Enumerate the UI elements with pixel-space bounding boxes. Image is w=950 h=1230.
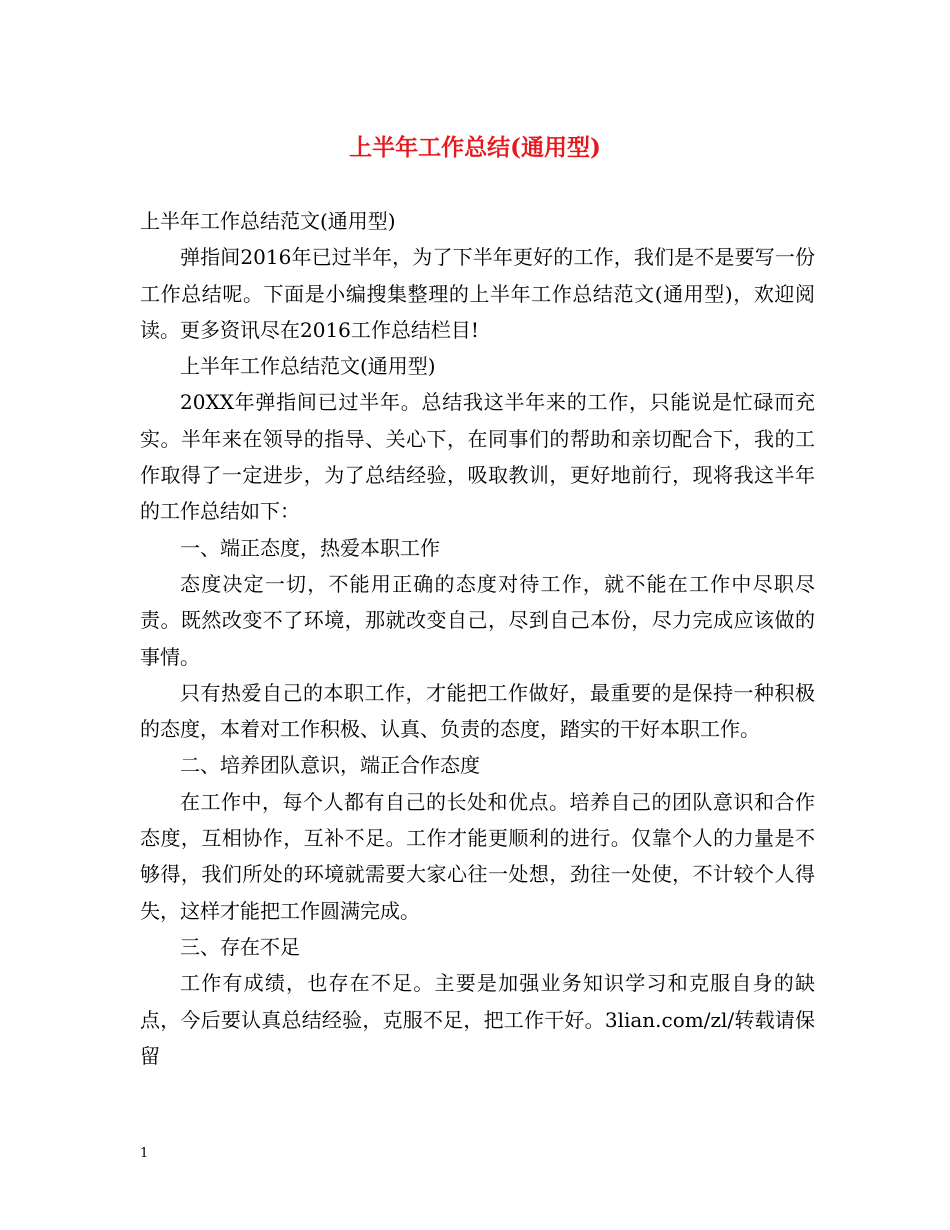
section-heading-main: 上半年工作总结范文(通用型) [180, 354, 436, 379]
section-1-paragraph-1: 态度决定一切，不能用正确的态度对待工作，就不能在工作中尽职尽责。既然改变不了环境，那就改变自己，尽到自己本份，尽力完成应该做的事情。 [140, 571, 815, 669]
intro-paragraph: 弹指间2016年已过半年，为了下半年更好的工作，我们是不是要写一份工作总结呢。下面是小编搜集整理的上半年工作总结范文(通用型)，欢迎阅读。更多资讯尽在2016工作总结栏目! [140, 245, 815, 342]
opening-paragraph: 20XX年弹指间已过半年。总结我这半年来的工作，只能说是忙碌而充实。半年来在领导的指导、关心下，在同事们的帮助和亲切配合下，我的工作取得了一定进步，为了总结经验，吸取教训，更好地前行，现将我这半年的工作总结如下： [140, 390, 815, 524]
document-title: 上半年工作总结(通用型) [349, 134, 601, 161]
page-number: 1 [140, 1146, 149, 1161]
section-heading-1: 一、端正态度，热爱本职工作 [180, 535, 440, 560]
subtitle-paragraph: 上半年工作总结范文(通用型) [140, 209, 396, 233]
section-heading-2: 二、培养团队意识，端正合作态度 [180, 753, 480, 778]
document-body [140, 203, 815, 1074]
section-1-paragraph-2: 只有热爱自己的本职工作，才能把工作做好，最重要的是保持一种积极的态度，本着对工作积极、认真、负责的态度，踏实的干好本职工作。 [140, 680, 815, 742]
section-3-paragraph: 工作有成绩，也存在不足。主要是加强业务知识学习和克服自身的缺点，今后要认真总结经验，克服不足，把工作干好。3lian.com/zl/转载请保留 [140, 971, 815, 1068]
section-2-paragraph: 在工作中，每个人都有自己的长处和优点。培养自己的团队意识和合作态度，互相协作，互补不足。工作才能更顺利的进行。仅靠个人的力量是不够得，我们所处的环境就需要大家心往一处想，劲往一处使，不计较个人得失，这样才能把工作圆满完成。 [140, 789, 815, 923]
section-heading-3: 三、存在不足 [180, 934, 300, 959]
